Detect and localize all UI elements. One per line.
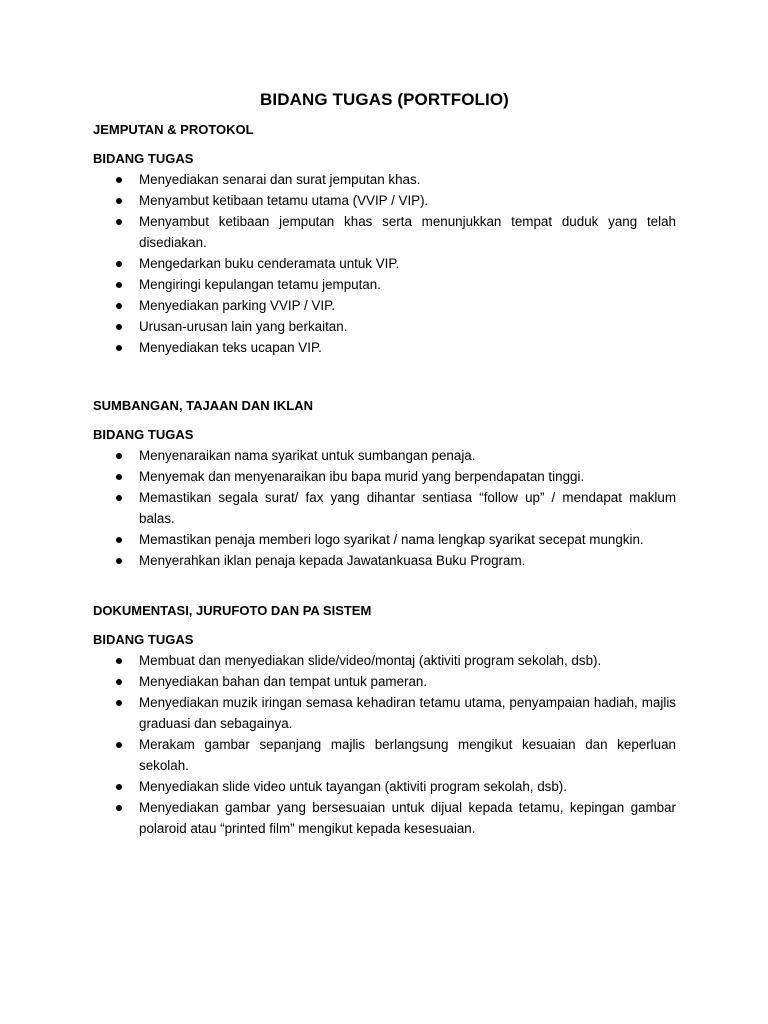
section-subheading: BIDANG TUGAS [93, 427, 194, 442]
bullet-icon [116, 805, 122, 811]
list-item [93, 671, 676, 692]
list-item [93, 253, 676, 274]
bullet-icon [116, 303, 122, 309]
bullet-icon [116, 282, 122, 288]
list-item [93, 487, 676, 529]
section-subheading: BIDANG TUGAS [93, 151, 194, 166]
list-item-text: Merakam gambar sepanjang majlis berlangsung mengikut kesuaian dan keperluan sekolah. [139, 737, 676, 773]
duty-list [93, 169, 676, 358]
bullet-icon [116, 261, 122, 267]
section-jemputan-protokol [93, 121, 676, 358]
list-item-text: Menyediakan muzik iringan semasa kehadiran tetamu utama, penyampaian hadiah, majlis graduasi dan sebagainya. [139, 695, 676, 731]
bullet-icon [116, 679, 122, 685]
list-item [93, 797, 676, 839]
list-item [93, 550, 676, 571]
document-page [93, 88, 676, 839]
list-item [93, 692, 676, 734]
list-item-text: Membuat dan menyediakan slide/video/montaj (aktiviti program sekolah, dsb). [139, 653, 602, 668]
list-item-text: Menyenaraikan nama syarikat untuk sumbangan penaja. [139, 448, 476, 463]
list-item [93, 445, 676, 466]
list-item-text: Mengedarkan buku cenderamata untuk VIP. [139, 256, 400, 271]
list-item-text: Urusan-urusan lain yang berkaitan. [139, 319, 348, 334]
list-item-text: Menyediakan slide video untuk tayangan (aktiviti program sekolah, dsb). [139, 779, 567, 794]
spacer [93, 358, 676, 397]
bullet-icon [116, 742, 122, 748]
section-dokumentasi-jurufoto-pa-sistem [93, 602, 676, 839]
section-heading: SUMBANGAN, TAJAAN DAN IKLAN [93, 398, 314, 413]
bullet-icon [116, 558, 122, 564]
bullet-icon [116, 177, 122, 183]
bullet-icon [116, 198, 122, 204]
list-item [93, 316, 676, 337]
document-title: BIDANG TUGAS (PORTFOLIO) [260, 90, 509, 109]
list-item-text: Memastikan segala surat/ fax yang dihantar sentiasa “follow up” / mendapat maklum balas. [139, 490, 676, 526]
bullet-icon [116, 324, 122, 330]
bullet-icon [116, 658, 122, 664]
bullet-icon [116, 700, 122, 706]
list-item [93, 190, 676, 211]
list-item-text: Menyambut ketibaan tetamu utama (VVIP / VIP). [139, 193, 429, 208]
section-heading: DOKUMENTASI, JURUFOTO DAN PA SISTEM [93, 603, 372, 618]
duty-list [93, 650, 676, 839]
bullet-icon [116, 537, 122, 543]
list-item [93, 529, 676, 550]
list-item [93, 211, 676, 253]
duty-list [93, 445, 676, 571]
list-item-text: Menyemak dan menyenaraikan ibu bapa murid yang berpendapatan tinggi. [139, 469, 585, 484]
list-item-text: Menyediakan parking VVIP / VIP. [139, 298, 336, 313]
list-item-text: Menyediakan gambar yang bersesuaian untuk dijual kepada tetamu, kepingan gambar polaroid atau “printed film” mengikut kepada kesesuaian. [139, 800, 676, 836]
list-item [93, 169, 676, 190]
list-item [93, 776, 676, 797]
list-item [93, 295, 676, 316]
list-item [93, 650, 676, 671]
list-item-text: Mengiringi kepulangan tetamu jemputan. [139, 277, 381, 292]
list-item [93, 274, 676, 295]
section-subheading: BIDANG TUGAS [93, 632, 194, 647]
bullet-icon [116, 474, 122, 480]
list-item-text: Menyediakan senarai dan surat jemputan khas. [139, 172, 421, 187]
spacer [93, 571, 676, 602]
section-heading: JEMPUTAN & PROTOKOL [93, 122, 254, 137]
list-item [93, 734, 676, 776]
section-sumbangan-tajaan-iklan [93, 397, 676, 571]
bullet-icon [116, 784, 122, 790]
bullet-icon [116, 453, 122, 459]
bullet-icon [116, 495, 122, 501]
bullet-icon [116, 345, 122, 351]
list-item-text: Menyediakan bahan dan tempat untuk pameran. [139, 674, 428, 689]
list-item [93, 337, 676, 358]
list-item [93, 466, 676, 487]
list-item-text: Memastikan penaja memberi logo syarikat / nama lengkap syarikat secepat mungkin. [139, 532, 644, 547]
list-item-text: Menyambut ketibaan jemputan khas serta menunjukkan tempat duduk yang telah disediakan. [139, 214, 676, 250]
list-item-text: Menyediakan teks ucapan VIP. [139, 340, 322, 355]
bullet-icon [116, 219, 122, 225]
list-item-text: Menyerahkan iklan penaja kepada Jawatankuasa Buku Program. [139, 553, 526, 568]
